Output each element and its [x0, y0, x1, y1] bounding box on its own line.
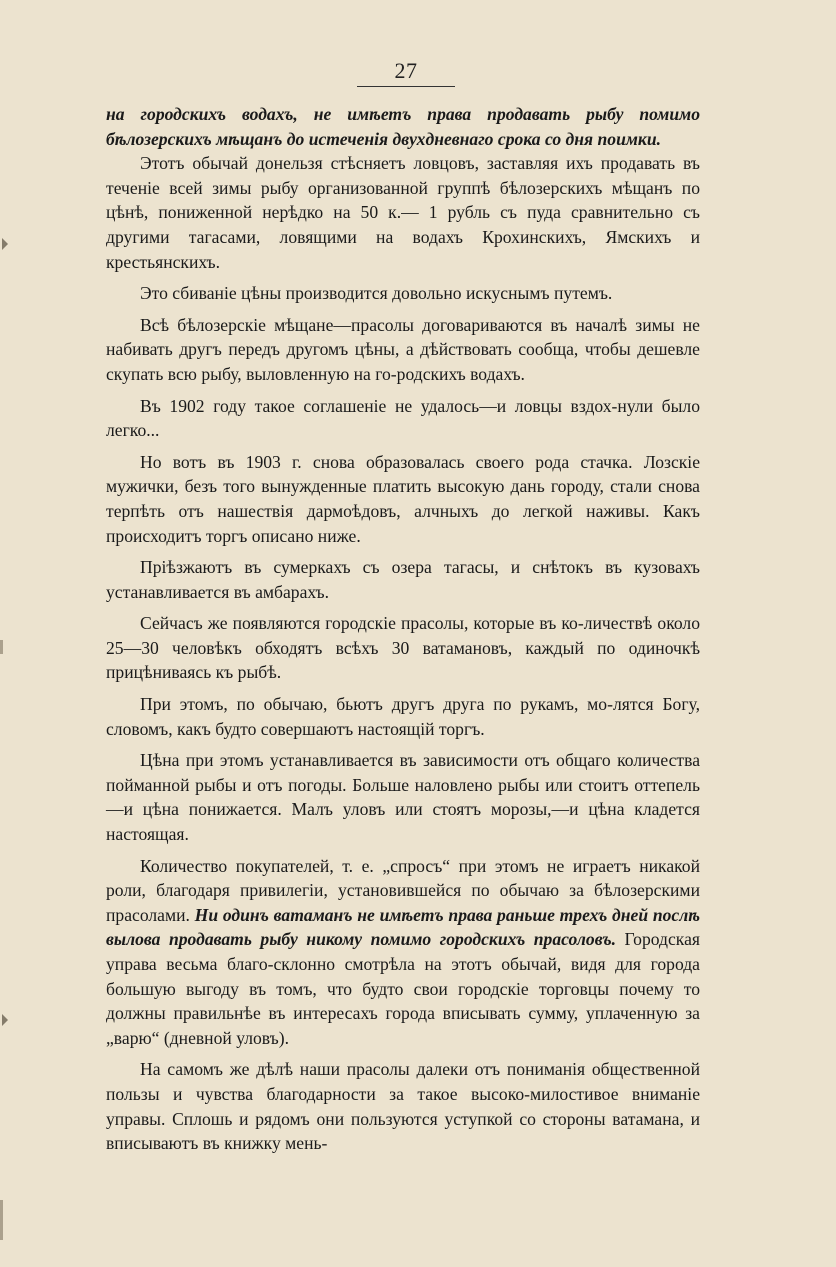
paragraph-text: Сейчасъ же появляются городскіе прасолы, которые въ ко-личествѣ около 25—30 человѣкъ обходятъ всѣхъ 30 ватамановъ, каждый по одиночкѣ прицѣниваясь къ рыбѣ. — [106, 613, 700, 683]
paragraph — [106, 450, 700, 548]
paragraph-text: Количество покупателей, т. е. „спросъ“ при этомъ не играетъ никакой роли, благодаря привилегіи, установившейся по обычаю за бѣлозерскими прасолами. — [106, 855, 700, 925]
paragraph-text: При этомъ, по обычаю, бьютъ другъ друга по рукамъ, мо-лятся Богу, словомъ, какъ будто совершаютъ настоящій торгъ. — [106, 694, 700, 739]
paragraph — [106, 151, 700, 274]
paragraph — [106, 555, 700, 604]
emphasized-text: на городскихъ водахъ, не имѣетъ права продавать рыбу помимо бѣлозерскихъ мѣщанъ до истеченія двухдневнаго срока со дня поимки. — [106, 104, 700, 149]
paragraph-text: Это сбиваніе цѣны производится довольно искуснымъ путемъ. — [140, 283, 613, 304]
emphasized-text: Ни одинъ ватаманъ не имѣетъ права раньше трехъ дней послѣ вылова продавать рыбу никому помимо городскихъ прасоловъ. — [106, 904, 700, 950]
body-text — [106, 102, 700, 1163]
margin-mark — [2, 1014, 8, 1026]
paragraph — [106, 1057, 700, 1155]
margin-tick — [0, 1200, 3, 1240]
paragraph — [106, 394, 700, 443]
paragraph — [106, 692, 700, 741]
margin-tick — [0, 640, 3, 654]
paragraph — [106, 281, 700, 306]
header-rule — [357, 86, 455, 87]
margin-mark — [2, 238, 8, 250]
paragraph-text: Городская управа весьма благо-склонно смотрѣла на этотъ обычай, видя для города большую выгоду въ томъ, что будто свои городскіе торговцы почему то должны правильнѣе въ интересахъ города вписывать сумму, уплаченную за „варю“ (дневной уловъ). — [106, 929, 700, 1048]
paragraph-text: Всѣ бѣлозерскіе мѣщане—прасолы договариваются въ началѣ зимы не набивать другъ передъ другомъ цѣны, а дѣйствовать сообща, чтобы дешевле скупать всю рыбу, выловленную на го-родскихъ водахъ. — [106, 314, 700, 384]
paragraph-text: На самомъ же дѣлѣ наши прасолы далеки отъ пониманія общественной пользы и чувства благодарности за такое высоко-милостивое вниманіе управы. Сплошь и рядомъ они пользуются уступкой со стороны ватамана, и вписываютъ въ книжку мень- — [106, 1059, 700, 1154]
paragraph-text: Но вотъ въ 1903 г. снова образовалась своего рода стачка. Лозскіе мужички, безъ того вынужденные платить высокую дань городу, стали снова терпѣть отъ нашествія дармоѣдовъ, алчныхъ до легкой наживы. Какъ происходитъ торгъ описано ниже. — [106, 451, 700, 546]
paragraph-text: Въ 1902 году такое соглашеніе не удалось—и ловцы вздох-нули было легко... — [106, 395, 700, 441]
paragraph — [106, 854, 700, 1051]
paragraph — [106, 611, 700, 685]
paragraph-text: Пріѣзжаютъ въ сумеркахъ съ озера тагасы, и снѣтокъ въ кузовахъ устанавливается въ амбарахъ. — [106, 557, 700, 602]
paragraph — [106, 748, 700, 846]
paragraph — [106, 102, 700, 151]
page-number: 27 — [394, 58, 418, 83]
paragraph-text: Этотъ обычай донельзя стѣсняетъ ловцовъ, заставляя ихъ продавать въ теченіе всей зимы рыбу организованной группѣ бѣлозерскихъ мѣщанъ по цѣнѣ, пониженной нерѣдко на 50 к.— 1 рубль съ пуда сравнительно съ другими тагасами, ловящими на водахъ Крохинскихъ, Ямскихъ и крестьянскихъ. — [106, 153, 700, 272]
paragraph — [106, 313, 700, 387]
paragraph-text: Цѣна при этомъ устанавливается въ зависимости отъ общаго количества пойманной рыбы и отъ погоды. Больше наловлено рыбы или стоитъ оттепель—и цѣна понижается. Малъ уловъ или стоятъ морозы,—и цѣна кладется настоящая. — [106, 750, 700, 845]
